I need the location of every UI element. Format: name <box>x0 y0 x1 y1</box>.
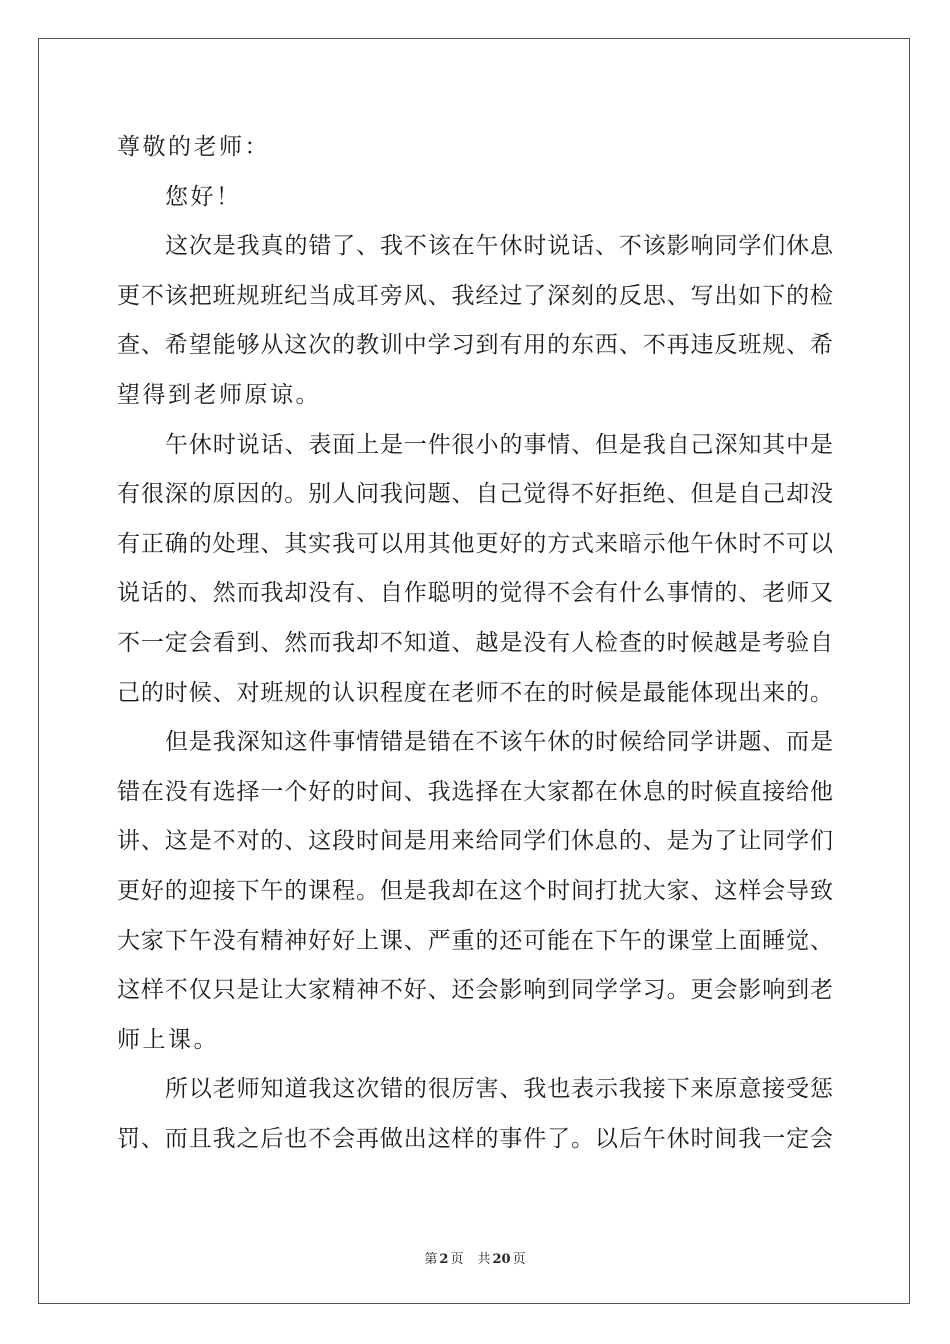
current-page-number: 2 <box>439 1252 449 1267</box>
paragraph-line: 有很深的原因的。别人问我问题、自己觉得不好拒绝、但是自己却没 <box>117 481 833 508</box>
paragraph-line: 更不该把班规班纪当成耳旁风、我经过了深刻的反思、写出如下的检 <box>117 282 833 309</box>
total-page-count: 20 <box>492 1252 511 1267</box>
page-footer <box>0 1248 950 1267</box>
paragraph-line: 说话的、然而我却没有、自作聪明的觉得不会有什么事情的、老师又 <box>117 580 833 607</box>
paragraph-line: 有正确的处理、其实我可以用其他更好的方式来暗示他午休时不可以 <box>117 530 833 557</box>
paragraph-1 <box>117 222 833 420</box>
paragraph-line: 但是我深知这件事情错是错在不该午休的时候给同学讲题、而是 <box>165 729 833 756</box>
salutation: 尊敬的老师： <box>117 134 270 160</box>
paragraph-line: 所以老师知道我这次错的很厉害、我也表示我接下来原意接受惩 <box>165 1076 833 1103</box>
paragraph-line: 望得到老师原谅。 <box>117 381 321 408</box>
letter-body <box>117 123 833 1164</box>
page-suffix: 页 <box>450 1252 464 1267</box>
paragraph-line: 午休时说话、表面上是一件很小的事情、但是我自己深知其中是 <box>165 431 833 458</box>
paragraph-line: 查、希望能够从这次的教训中学习到有用的东西、不再违反班规、希 <box>117 332 833 359</box>
page-prefix: 第 <box>424 1252 438 1267</box>
paragraph-line: 罚、而且我之后也不会再做出这样的事件了。以后午休时间我一定会 <box>117 1125 833 1152</box>
paragraph-3 <box>117 718 833 1065</box>
greeting: 您好！ <box>165 183 242 210</box>
paragraph-4 <box>117 1065 833 1164</box>
paragraph-line: 错在没有选择一个好的时间、我选择在大家都在休息的时候直接给他 <box>117 778 833 805</box>
paragraph-line: 己的时候、对班规的认识程度在老师不在的时候是最能体现出来的。 <box>117 679 833 706</box>
total-suffix: 页 <box>512 1252 526 1267</box>
paragraph-line: 更好的迎接下午的课程。但是我却在这个时间打扰大家、这样会导致 <box>117 877 833 904</box>
paragraph-line: 这次是我真的错了、我不该在午休时说话、不该影响同学们休息 <box>165 233 833 260</box>
paragraph-line: 讲、这是不对的、这段时间是用来给同学们休息的、是为了让同学们 <box>117 828 833 855</box>
paragraph-line: 师上课。 <box>117 1026 219 1053</box>
paragraph-2 <box>117 421 833 719</box>
paragraph-line: 大家下午没有精神好好上课、严重的还可能在下午的课堂上面睡觉、 <box>117 927 833 954</box>
total-prefix: 共 <box>477 1252 491 1267</box>
paragraph-line: 不一定会看到、然而我却不知道、越是没有人检查的时候越是考验自 <box>117 629 833 656</box>
paragraph-line: 这样不仅只是让大家精神不好、还会影响到同学学习。更会影响到老 <box>117 977 833 1004</box>
